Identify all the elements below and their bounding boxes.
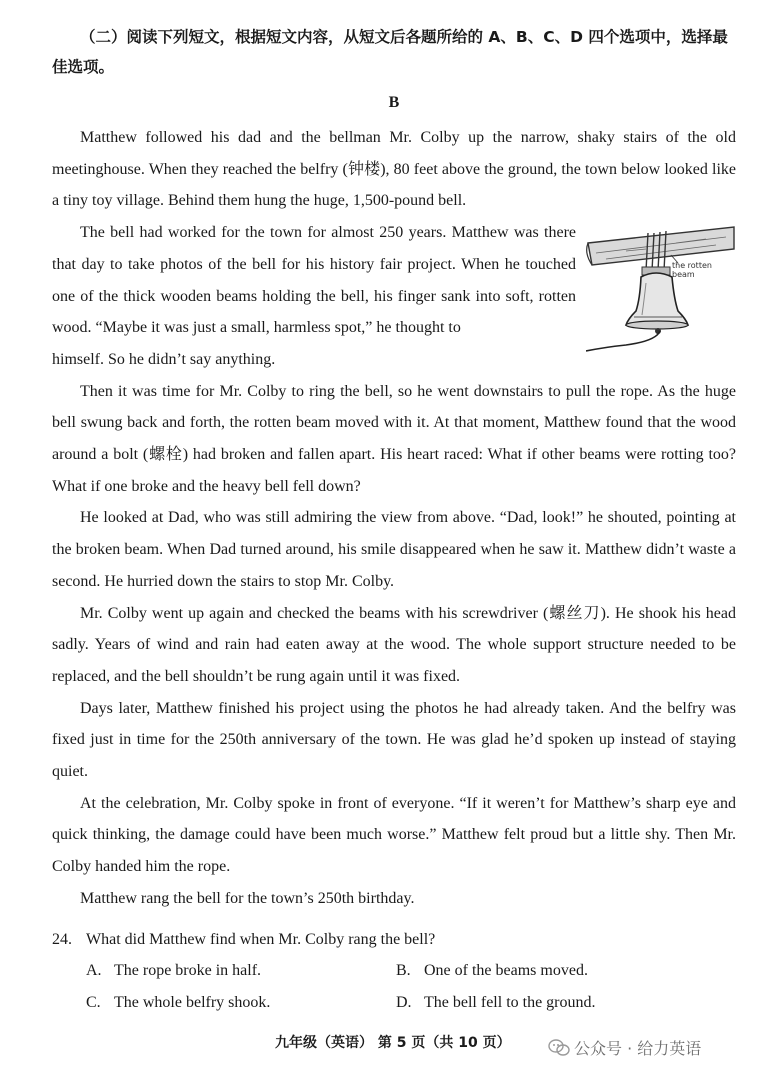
bell-drawing [586,223,736,353]
paragraph-5: Mr. Colby went up again and checked the beams with his screwdriver (螺丝刀). He shook his head sadly. Years of wind and rain had eaten away at the wood. The whole support structure needed to be replaced, and the bell shouldn’t be rung again until it was fixed. [52,604,736,685]
figure-caption: the rotten beam [672,261,712,280]
option-text: One of the beams moved. [424,961,588,979]
paragraph-3: Then it was time for Mr. Colby to ring the bell, so he went downstairs to pull the rope. As the huge bell swung back and forth, the rotten beam moved with it. At that moment, Matthew found that the wood around a bolt (螺栓) had broken and fallen apart. His heart raced: What if other beams were rotting too? What if one broke and the heavy bell fell down? [52,382,736,495]
option-letter: D. [396,993,412,1011]
option-a[interactable] [86,955,396,987]
option-text: The whole belfry shook. [114,993,271,1011]
passage-label: B [388,94,400,111]
option-c[interactable] [86,987,396,1019]
option-b[interactable] [396,955,706,987]
exam-page [52,22,736,1019]
answer-options [86,955,736,1019]
bell-illustration [586,223,736,353]
page-info: 九年级（英语） 第 5 页（共 10 页） [275,1035,511,1051]
wechat-icon [548,1039,570,1057]
paragraph-7: At the celebration, Mr. Colby spoke in front of everyone. “If it weren’t for Matthew’s sharp eye and quick thinking, the damage could have been much worse.” Matthew felt proud but a little shy. Then Mr. Colby handed him the rope. [52,794,736,876]
paragraph-4: He looked at Dad, who was still admiring the view from above. “Dad, look!” he shouted, pointing at the broken beam. When Dad turned around, his smile disappeared when he saw it. Matthew didn’t waste a second. He hurried down the stairs to stop Mr. Colby. [52,509,736,590]
option-d[interactable] [396,987,706,1019]
paragraph-8: Matthew rang the bell for the town’s 250th birthday. [80,889,415,907]
paragraph-1: Matthew followed his dad and the bellman Mr. Colby up the narrow, shaky stairs of the old meetinghouse. When they reached the belfry (钟楼), 80 feet above the ground, the town below looked like a tiny toy village. Behind them hung the huge, 1,500-pound bell. [52,129,736,210]
option-text: The bell fell to the ground. [424,993,596,1011]
paragraph-2-continued: himself. So he didn’t say anything. [52,350,276,368]
option-letter: A. [86,961,102,979]
question-24 [52,925,736,955]
section-instructions: （二）阅读下列短文，根据短文内容，从短文后各题所给的 A、B、C、D 四个选项中，选择最佳选项。 [52,28,728,76]
option-text: The rope broke in half. [114,961,262,979]
paragraph-2: The bell had worked for the town for almost 250 years. Matthew was there that day to take photos of the bell for his history fair project. When he touched one of the thick wooden beams holding the bell, his finger sank into soft, rotten wood. “Maybe it was just a small, harmless spot,” he thought to [52,224,576,337]
watermark-text: 公众号 · 给力英语 [574,1039,702,1058]
paragraph-6: Days later, Matthew finished his project using the photos he had already taken. And the belfry was fixed just in time for the 250th anniversary of the town. He was glad he’d spoken up instead of staying quiet. [52,699,736,781]
watermark [548,1036,701,1059]
question-text: What did Matthew find when Mr. Colby rang the bell? [86,930,436,948]
option-letter: B. [396,961,411,979]
option-letter: C. [86,993,101,1011]
question-number: 24. [52,930,72,948]
